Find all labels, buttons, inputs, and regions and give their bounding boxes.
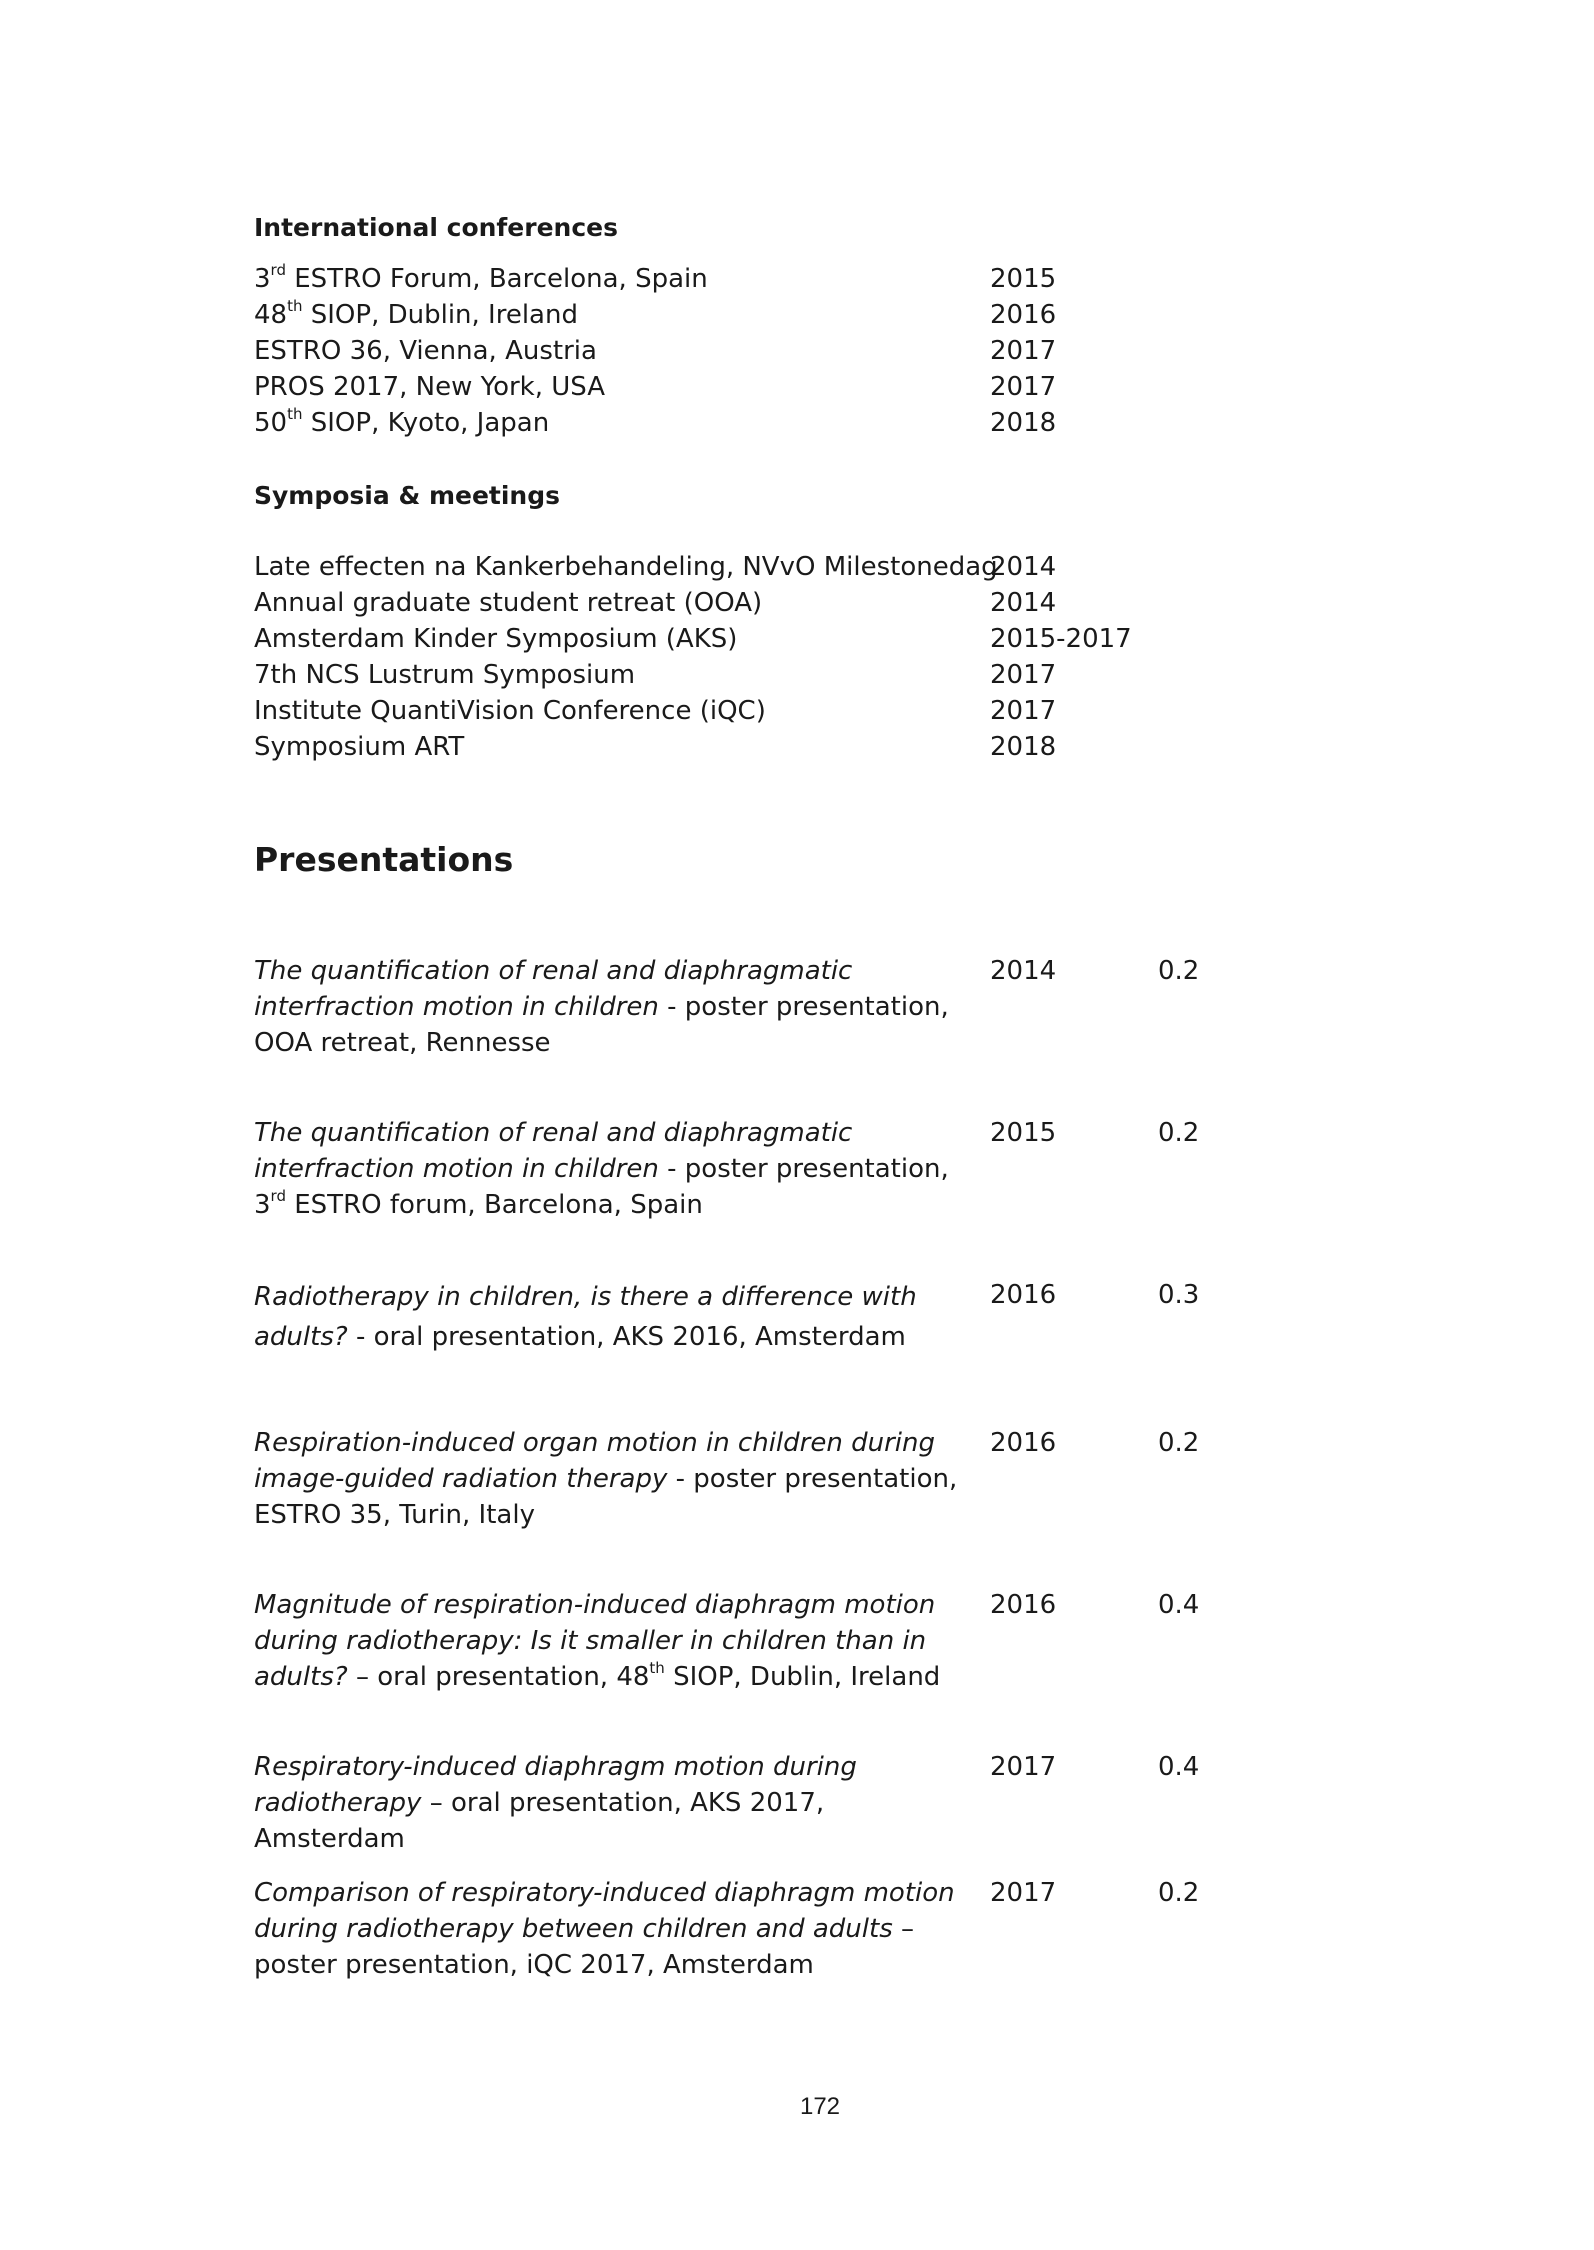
conference-year: 2015: [990, 264, 1057, 294]
presentation-year: 2016: [990, 1428, 1057, 1458]
presentation-title: Radiotherapy in children, is there a difference with adults?: [254, 1282, 917, 1352]
presentation-credit: 0.2: [1158, 1118, 1200, 1148]
presentation-year: 2017: [990, 1878, 1057, 1908]
presentation-description: Radiotherapy in children, is there a difference with adults? - oral presentation, AKS 2016, Amsterdam: [254, 1282, 917, 1352]
symposium-row: [254, 657, 1254, 693]
conference-name: 48th SIOP, Dublin, Ireland: [254, 297, 578, 330]
symposium-name: Amsterdam Kinder Symposium (AKS): [254, 624, 738, 654]
presentation-year: 2014: [990, 956, 1057, 986]
presentation-description: Respiration-induced organ motion in children during image-guided radiation therapy - poster presentation, ESTRO 35, Turin, Italy: [254, 1428, 958, 1530]
conference-name: PROS 2017, New York, USA: [254, 372, 606, 402]
conference-row: [254, 297, 1254, 333]
conference-name: 50th SIOP, Kyoto, Japan: [254, 405, 550, 438]
presentation-credit: 0.2: [1158, 956, 1200, 986]
conference-year: 2017: [990, 336, 1057, 366]
symposium-name: 7th NCS Lustrum Symposium: [254, 660, 636, 690]
symposium-year: 2014: [990, 552, 1057, 582]
conference-year: 2016: [990, 300, 1057, 330]
symposium-name: Late effecten na Kankerbehandeling, NVvO Milestonedag: [254, 552, 998, 582]
presentation-credit: 0.3: [1158, 1280, 1200, 1310]
symposium-year: 2014: [990, 588, 1057, 618]
presentation-description: Respiratory-induced diaphragm motion during radiotherapy – oral presentation, AKS 2017, Amsterdam: [254, 1752, 857, 1854]
presentation-credit: 0.4: [1158, 1752, 1200, 1782]
presentation-description: The quantification of renal and diaphragmatic interfraction motion in children - poster presentation, 3rd ESTRO forum, Barcelona, Spain: [254, 1118, 949, 1220]
conference-name: ESTRO 36, Vienna, Austria: [254, 336, 597, 366]
conference-name: 3rd ESTRO Forum, Barcelona, Spain: [254, 261, 708, 294]
symposium-row: [254, 693, 1254, 729]
symposium-name: Symposium ART: [254, 732, 465, 762]
presentation-credit: 0.2: [1158, 1428, 1200, 1458]
conference-year: 2018: [990, 408, 1057, 438]
symposium-year: 2015-2017: [990, 624, 1132, 654]
presentations-heading: Presentations: [254, 840, 514, 879]
presentation-description: The quantification of renal and diaphragmatic interfraction motion in children - poster presentation, OOA retreat, Rennesse: [254, 956, 949, 1058]
symposium-row: [254, 585, 1254, 621]
symposium-row: [254, 549, 1254, 585]
presentation-description: Magnitude of respiration-induced diaphragm motion during radiotherapy: Is it smaller in children than in adults? – oral presentation, 48th SIOP, Dublin, Ireland: [254, 1590, 941, 1692]
presentation-title: Magnitude of respiration-induced diaphragm motion during radiotherapy: Is it smaller in children than in adults?: [254, 1590, 936, 1692]
symposium-name: Institute QuantiVision Conference (iQC): [254, 696, 766, 726]
international-conferences-heading: International conferences: [254, 213, 619, 242]
conference-row: [254, 369, 1254, 405]
conference-year: 2017: [990, 372, 1057, 402]
presentation-year: 2016: [990, 1280, 1057, 1310]
presentation-title: Respiratory-induced diaphragm motion during radiotherapy: [254, 1752, 857, 1818]
conference-row: [254, 333, 1254, 369]
symposium-name: Annual graduate student retreat (OOA): [254, 588, 763, 618]
symposium-row: [254, 729, 1254, 765]
presentation-title: The quantification of renal and diaphragmatic interfraction motion in children: [254, 1118, 853, 1184]
presentation-description: Comparison of respiratory-induced diaphragm motion during radiotherapy between children and adults – poster presentation, iQC 2017, Amsterdam: [254, 1878, 955, 1980]
symposium-year: 2017: [990, 660, 1057, 690]
presentation-credit: 0.2: [1158, 1878, 1200, 1908]
presentation-credit: 0.4: [1158, 1590, 1200, 1620]
symposium-row: [254, 621, 1254, 657]
presentation-title: The quantification of renal and diaphragmatic interfraction motion in children: [254, 956, 853, 1022]
presentation-title: Comparison of respiratory-induced diaphragm motion during radiotherapy between children and adults: [254, 1878, 955, 1944]
presentation-year: 2015: [990, 1118, 1057, 1148]
symposia-heading: Symposia & meetings: [254, 481, 561, 510]
page-number: 172: [799, 2093, 841, 2120]
conference-row: [254, 261, 1254, 297]
symposium-year: 2018: [990, 732, 1057, 762]
presentation-title: Respiration-induced organ motion in children during image-guided radiation therapy: [254, 1428, 935, 1494]
symposium-year: 2017: [990, 696, 1057, 726]
presentation-year: 2017: [990, 1752, 1057, 1782]
conference-row: [254, 405, 1254, 441]
presentation-year: 2016: [990, 1590, 1057, 1620]
